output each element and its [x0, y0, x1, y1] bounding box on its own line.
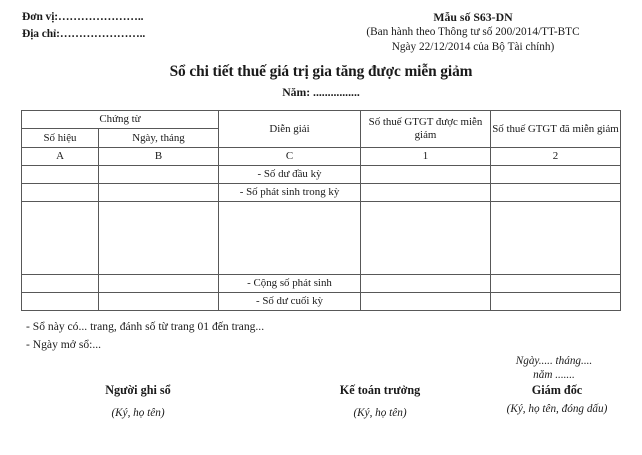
cell-so-duoc-mien-giam[interactable]	[361, 275, 491, 293]
header-so-thue-duoc-mien-giam: Số thuế GTGT được miễn giảm	[361, 111, 491, 148]
cell-so-da-mien-giam[interactable]	[491, 275, 621, 293]
header-dien-giai: Diễn giải	[219, 111, 361, 148]
note-pages: - Sổ này có... trang, đánh số từ trang 01 đến trang...	[26, 320, 265, 333]
cell-dien-giai[interactable]: - Số phát sinh trong kỳ	[219, 184, 361, 202]
cell-so-hieu[interactable]	[22, 275, 99, 293]
cell-ngay-thang[interactable]	[99, 166, 219, 184]
table-row	[22, 166, 621, 184]
note-open-date: - Ngày mở sổ:...	[26, 338, 102, 351]
cell-dien-giai[interactable]: - Số dư cuối kỳ	[219, 293, 361, 311]
address-field: Địa chỉ:…………………..	[22, 28, 146, 40]
header-so-thue-da-mien-giam: Số thuế GTGT đã miễn giảm	[491, 111, 621, 148]
form-issue-line-2: Ngày 22/12/2014 của Bộ Tài chính)	[391, 41, 555, 53]
colcode-c: C	[219, 148, 361, 166]
cell-so-hieu[interactable]	[22, 166, 99, 184]
cell-ngay-thang[interactable]	[99, 202, 219, 275]
cell-dien-giai[interactable]: - Số dư đầu kỳ	[219, 166, 361, 184]
document-header	[0, 0, 642, 55]
signature-chief-accountant-role: Kế toán trưởng	[339, 383, 421, 397]
ledger-table	[21, 110, 621, 311]
table-row	[22, 293, 621, 311]
cell-so-duoc-mien-giam[interactable]	[361, 166, 491, 184]
table-row	[22, 202, 621, 275]
signature-chief-accountant	[280, 382, 480, 421]
signature-date-line-2: năm .......	[533, 369, 575, 381]
colcode-b: B	[99, 148, 219, 166]
signature-row	[0, 382, 642, 421]
title-block	[0, 62, 642, 101]
cell-so-hieu[interactable]	[22, 184, 99, 202]
cell-so-duoc-mien-giam[interactable]	[361, 293, 491, 311]
cell-dien-giai[interactable]: - Cộng số phát sinh	[219, 275, 361, 293]
cell-ngay-thang[interactable]	[99, 293, 219, 311]
cell-so-duoc-mien-giam[interactable]	[361, 184, 491, 202]
year-field: Năm: ................	[282, 86, 360, 99]
table-row	[22, 275, 621, 293]
signature-recorder-note: (Ký, họ tên)	[111, 407, 165, 419]
signature-director-role: Giám đốc	[531, 383, 583, 397]
form-code: Mẫu số S63-DN	[433, 10, 513, 24]
cell-so-da-mien-giam[interactable]	[491, 166, 621, 184]
footer-notes	[26, 318, 642, 354]
cell-so-da-mien-giam[interactable]	[491, 202, 621, 275]
header-so-hieu: Số hiệu	[22, 129, 99, 148]
cell-so-duoc-mien-giam[interactable]	[361, 202, 491, 275]
header-chung-tu: Chứng từ	[22, 111, 219, 129]
cell-so-da-mien-giam[interactable]	[491, 184, 621, 202]
colcode-a: A	[22, 148, 99, 166]
colcode-1: 1	[361, 148, 491, 166]
colcode-2: 2	[491, 148, 621, 166]
ledger-table-wrap	[21, 110, 620, 311]
table-row	[22, 184, 621, 202]
unit-info-block	[22, 9, 322, 43]
header-ngay-thang: Ngày, tháng	[99, 129, 219, 148]
form-issue-line-1: (Ban hành theo Thông tư số 200/2014/TT-BTC	[366, 26, 580, 38]
signature-recorder	[8, 382, 268, 421]
table-body	[22, 166, 621, 311]
unit-field: Đơn vị:…………………..	[22, 11, 144, 23]
signature-director-note: (Ký, họ tên, đóng dấu)	[506, 403, 608, 415]
signature-date-line-1: Ngày..... tháng....	[515, 355, 593, 367]
form-reference-block	[322, 9, 630, 55]
table-column-code-row	[22, 148, 621, 166]
cell-so-hieu[interactable]	[22, 293, 99, 311]
table-header-row-group	[22, 111, 621, 129]
cell-so-da-mien-giam[interactable]	[491, 293, 621, 311]
signature-director	[482, 382, 632, 421]
signature-chief-accountant-note: (Ký, họ tên)	[353, 407, 407, 419]
cell-ngay-thang[interactable]	[99, 184, 219, 202]
page-title: Sổ chi tiết thuế giá trị gia tăng được miễn giảm	[169, 63, 473, 80]
cell-so-hieu[interactable]	[22, 202, 99, 275]
signature-recorder-role: Người ghi sổ	[105, 383, 171, 397]
table-head	[22, 111, 621, 166]
cell-ngay-thang[interactable]	[99, 275, 219, 293]
cell-dien-giai[interactable]	[219, 202, 361, 275]
signature-date-line	[476, 354, 632, 382]
